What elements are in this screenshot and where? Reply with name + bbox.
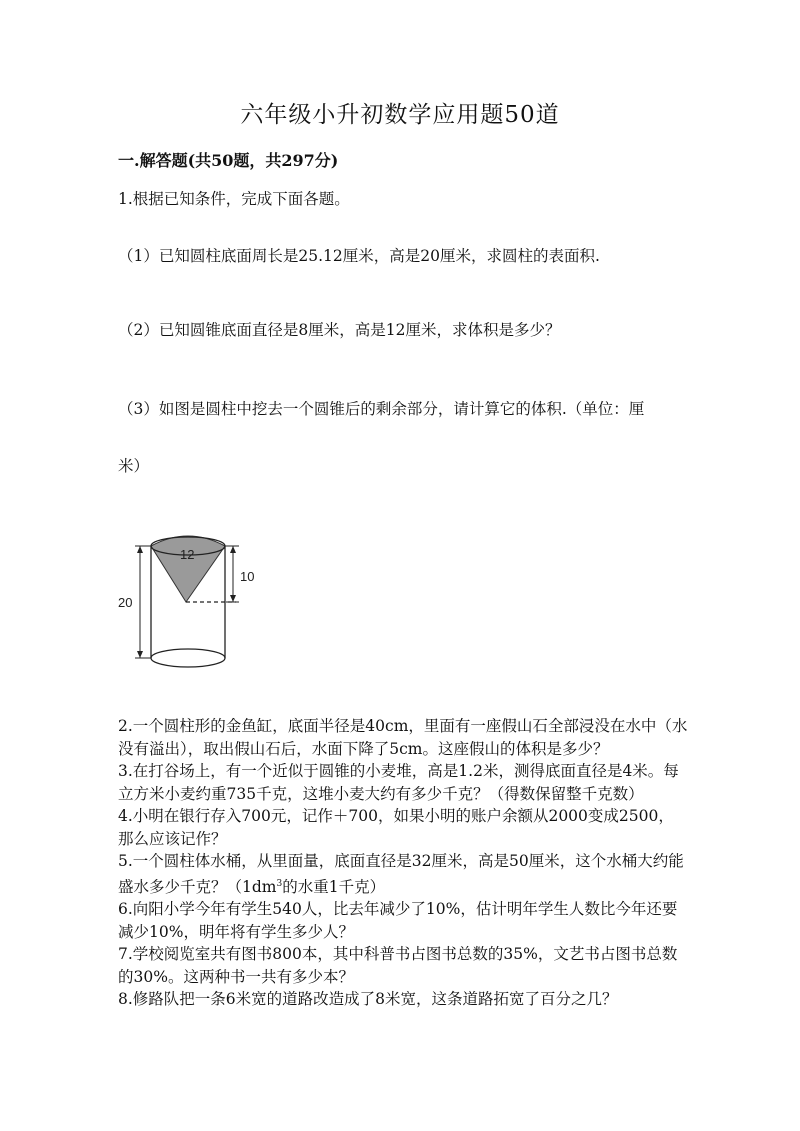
question-3: 3.在打谷场上，有一个近似于圆锥的小麦堆，高是1.2米，测得底面直径是4米。每立方米小麦约重735千克，这堆小麦大约有多少千克？（得数保留整千克数） xyxy=(118,762,679,803)
cylinder-bottom-ellipse xyxy=(151,649,225,667)
question-4: 4.小明在银行存入700元，记作＋700，如果小明的账户余额从2000变成2500，那么应该记作？ xyxy=(118,807,674,848)
cone-height-label: 10 xyxy=(240,569,255,584)
question-7: 7.学校阅览室共有图书800本，其中科普书占图书总数的35%，文艺书占图书总数的30%。这两种书一共有多少本？ xyxy=(118,945,678,986)
question-1-intro: 1.根据已知条件，完成下面各题。 xyxy=(118,190,350,208)
question-1-part-2: （2）已知圆锥底面直径是8厘米，高是12厘米，求体积是多少？ xyxy=(118,321,561,339)
question-1-part-3-line-1: （3）如图是圆柱中挖去一个圆锥后的剩余部分，请计算它的体积.（单位：厘 xyxy=(118,400,645,418)
question-list xyxy=(118,715,688,1011)
cylinder-cone-figure xyxy=(118,528,268,678)
question-2: 2.一个圆柱形的金鱼缸，底面半径是40cm，里面有一座假山石全部浸没在水中（水没有溢出），取出假山石后，水面下降了5cm。这座假山的体积是多少？ xyxy=(118,717,688,758)
section-heading: 一.解答题(共50题，共297分) xyxy=(118,151,339,170)
question-5-text-end: 的水重1千克） xyxy=(282,877,386,896)
question-5 xyxy=(118,850,688,898)
question-5-superscript: 3 xyxy=(276,878,283,889)
diameter-label: 12 xyxy=(180,547,195,562)
question-1-part-3-line-2: 米） xyxy=(118,457,150,475)
document-title: 六年级小升初数学应用题50道 xyxy=(240,102,560,128)
question-1-part-1: （1）已知圆柱底面周长是25.12厘米，高是20厘米，求圆柱的表面积. xyxy=(118,247,600,265)
question-6: 6.向阳小学今年有学生540人，比去年减少了10%，估计明年学生人数比今年还要减少10%，明年将有学生多少人？ xyxy=(118,900,678,941)
question-5-text: 5.一个圆柱体水桶，从里面量，底面直径是32厘米，高是50厘米，这个水桶大约能盛水多少千克？（1dm xyxy=(118,852,684,896)
cylinder-height-label: 20 xyxy=(118,595,133,610)
question-8: 8.修路队把一条6米宽的道路改造成了8米宽，这条道路拓宽了百分之几？ xyxy=(118,990,618,1009)
cone-shaded-region xyxy=(151,536,225,602)
